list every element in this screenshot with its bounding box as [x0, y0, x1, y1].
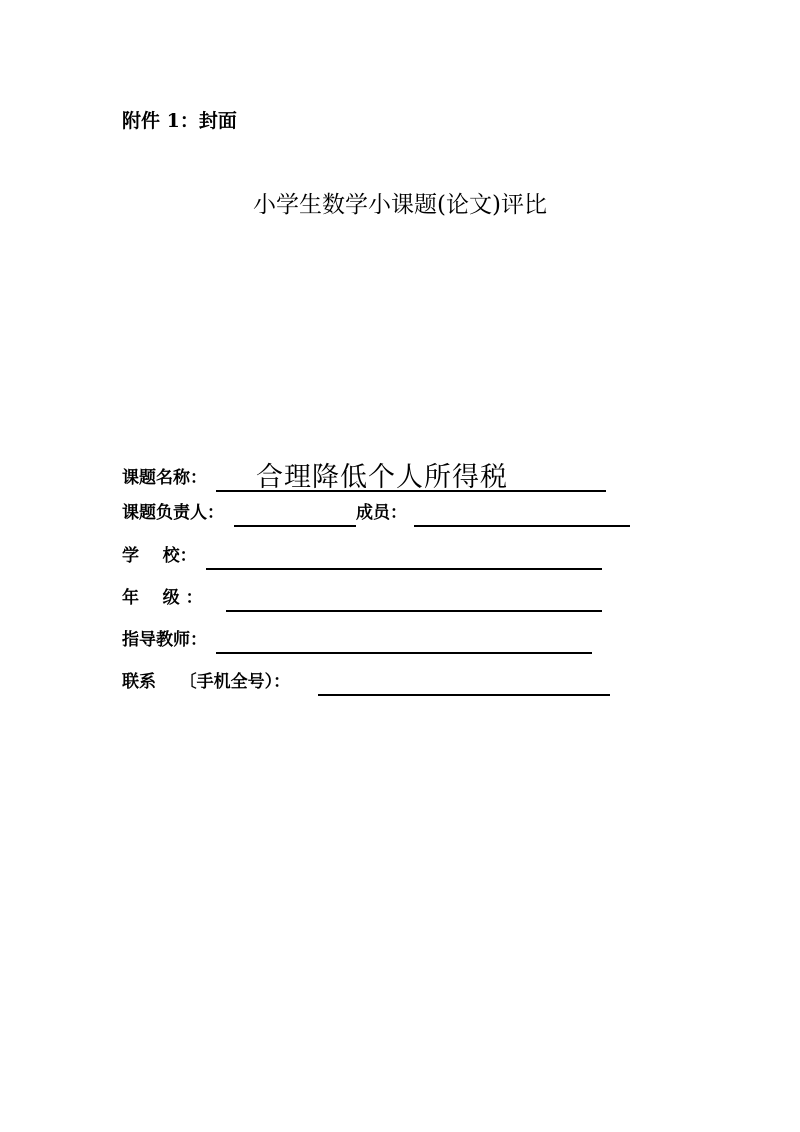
topic-value: 合理降低个人所得税 [256, 462, 508, 493]
contact-label: 联系 〔手机全号）： [122, 672, 291, 692]
school-label: 学 校： [122, 546, 197, 566]
leader-label: 课题负责人： [122, 503, 224, 523]
contact-line [318, 694, 610, 696]
school-line [206, 568, 602, 570]
members-line [414, 525, 630, 527]
teacher-label: 指导教师： [122, 630, 207, 650]
grade-label: 年 级 ： [122, 588, 203, 608]
page-title: 小学生数学小课题(论文)评比 [253, 192, 547, 218]
members-label: 成员： [356, 503, 407, 523]
leader-line [234, 525, 356, 527]
grade-line [226, 610, 602, 612]
attachment-label: 附件 1：封面 [122, 110, 237, 132]
topic-label: 课题名称： [122, 468, 207, 488]
teacher-line [216, 652, 592, 654]
